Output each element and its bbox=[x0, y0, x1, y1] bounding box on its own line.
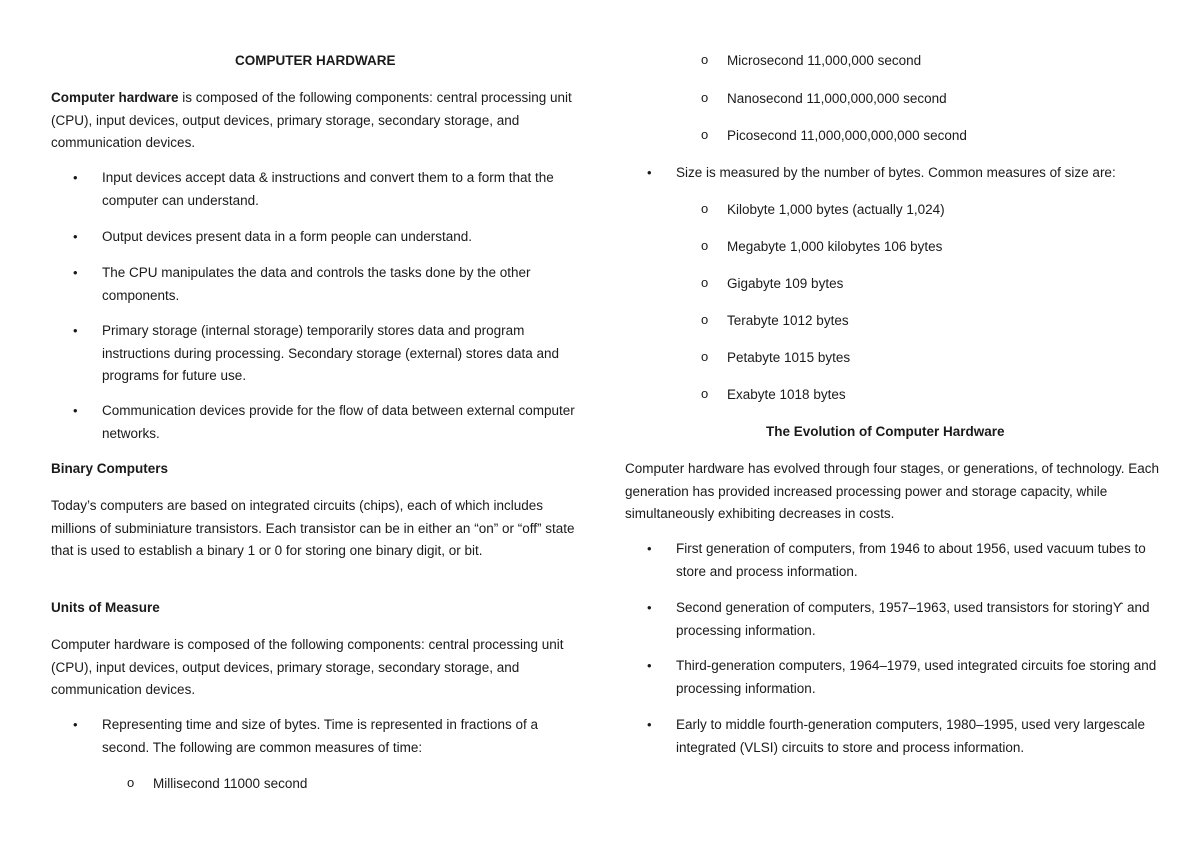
binary-paragraph: Today’s computers are based on integrated circuits (chips), each of which includes millions of subminiature transistors. Each transistor can be in either an “on” or “off” state that is used to establish a binary 1 or 0 for storing one binary digit, or bit. bbox=[51, 498, 575, 558]
evolution-paragraph: Computer hardware has evolved through four stages, or generations, of technology. Each generation has provided increased processing power and storage capacity, while simultaneously exhibiting decreases in costs. bbox=[625, 461, 1160, 521]
section-heading-evolution: The Evolution of Computer Hardware bbox=[766, 424, 1005, 439]
intro-text: is composed of the following components: central processing unit (CPU), input devices, output devices, primary storage, secondary storage, and communication devices. bbox=[51, 90, 572, 150]
intro-term: Computer hardware bbox=[51, 90, 179, 105]
circle-bullet-icon: o bbox=[701, 238, 709, 253]
bullet-icon: • bbox=[73, 229, 78, 244]
circle-bullet-icon: o bbox=[701, 275, 709, 290]
bullet-icon: • bbox=[647, 600, 652, 615]
circle-bullet-icon: o bbox=[701, 312, 709, 327]
bullet-icon: • bbox=[647, 717, 652, 732]
sub-list-item-text: Microsecond 11,000,000 second bbox=[727, 53, 922, 68]
bullet-icon: • bbox=[73, 323, 78, 338]
bullet-icon: • bbox=[647, 165, 652, 180]
sub-list-item-text: Terabyte 1012 bytes bbox=[727, 313, 849, 328]
list-item-text: The CPU manipulates the data and controls the tasks done by the other components. bbox=[102, 265, 531, 303]
bullet-icon: • bbox=[73, 717, 78, 732]
sub-list-item-text: Exabyte 1018 bytes bbox=[727, 387, 846, 402]
circle-bullet-icon: o bbox=[701, 349, 709, 364]
bullet-icon: • bbox=[647, 658, 652, 673]
sub-list-item-text: Kilobyte 1,000 bytes (actually 1,024) bbox=[727, 202, 945, 217]
list-item-text: Third-generation computers, 1964–1979, used integrated circuits foe storing and processing information. bbox=[676, 658, 1157, 696]
sub-list-item-text: Millisecond 11000 second bbox=[153, 776, 308, 791]
sub-list-item-text: Picosecond 11,000,000,000,000 second bbox=[727, 128, 967, 143]
list-item-text: Input devices accept data & instructions and convert them to a form that the computer can understand. bbox=[102, 170, 554, 208]
list-item-text: Representing time and size of bytes. Time is represented in fractions of a second. The following are common measures of time: bbox=[102, 717, 538, 755]
circle-bullet-icon: o bbox=[701, 201, 709, 216]
bullet-icon: • bbox=[73, 265, 78, 280]
list-item-text: First generation of computers, from 1946 to about 1956, used vacuum tubes to store and process information. bbox=[676, 541, 1146, 579]
list-item-text: Primary storage (internal storage) temporarily stores data and program instructions during processing. Secondary storage (external) stores data and programs for future use. bbox=[102, 323, 559, 383]
list-item-text: Second generation of computers, 1957–1963, used transistors for storingϒ and processing information. bbox=[676, 600, 1150, 638]
section-heading-binary: Binary Computers bbox=[51, 461, 169, 476]
units-paragraph: Computer hardware is composed of the following components: central processing unit (CPU), input devices, output devices, primary storage, secondary storage, and communication devices. bbox=[51, 637, 564, 697]
list-item-text: Output devices present data in a form people can understand. bbox=[102, 229, 472, 244]
sub-list-item-text: Megabyte 1,000 kilobytes 106 bytes bbox=[727, 239, 943, 254]
circle-bullet-icon: o bbox=[127, 775, 135, 790]
page-title: COMPUTER HARDWARE bbox=[235, 53, 396, 68]
circle-bullet-icon: o bbox=[701, 52, 709, 67]
list-item-text: Size is measured by the number of bytes. Common measures of size are: bbox=[676, 165, 1116, 180]
bullet-icon: • bbox=[73, 170, 78, 185]
list-item-text: Communication devices provide for the flow of data between external computer networks. bbox=[102, 403, 575, 441]
sub-list-item-text: Petabyte 1015 bytes bbox=[727, 350, 851, 365]
sub-list-item-text: Gigabyte 109 bytes bbox=[727, 276, 844, 291]
bullet-icon: • bbox=[73, 403, 78, 418]
section-heading-units: Units of Measure bbox=[51, 600, 160, 615]
circle-bullet-icon: o bbox=[701, 90, 709, 105]
bullet-icon: • bbox=[647, 541, 652, 556]
intro-paragraph bbox=[51, 87, 581, 155]
circle-bullet-icon: o bbox=[701, 127, 709, 142]
list-item-text: Early to middle fourth-generation computers, 1980–1995, used very largescale integrated (VLSI) circuits to store and process information. bbox=[676, 717, 1146, 755]
circle-bullet-icon: o bbox=[701, 386, 709, 401]
sub-list-item-text: Nanosecond 11,000,000,000 second bbox=[727, 91, 947, 106]
